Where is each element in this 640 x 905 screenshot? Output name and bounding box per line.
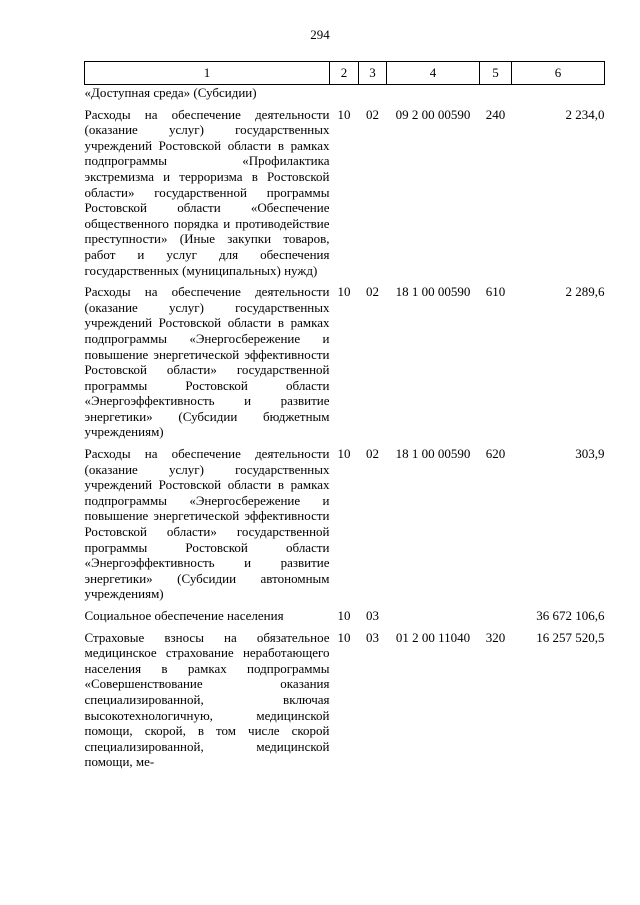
row-target-code: 09 2 00 00590 [395,106,471,122]
row-target-code [387,85,480,101]
row-amount: 36 672 106,6 [536,608,605,623]
row-expense-type: 620 [485,446,506,462]
table-row [85,440,605,602]
table-row [85,101,605,279]
column-header-5: 5 [480,62,512,85]
row-section: 10 [337,629,351,645]
row-description: Социальное обеспечение населения [84,608,284,623]
table-row [85,278,605,440]
row-section: 10 [337,106,351,122]
column-header-1: 1 [85,62,330,85]
row-expense-type [480,602,512,624]
row-expense-type [480,85,512,101]
table-row [85,624,605,770]
row-amount: 16 257 520,5 [536,629,605,645]
row-section: 10 [337,284,351,300]
table-row [85,85,605,101]
table-row [85,602,605,624]
column-header-2: 2 [330,62,359,85]
row-expense-type: 610 [485,284,506,300]
row-subsection: 02 [366,446,379,462]
column-header-3: 3 [359,62,387,85]
row-amount: 303,9 [575,446,605,462]
row-subsection: 02 [366,106,379,122]
row-expense-type: 320 [485,629,506,645]
page-number: 294 [310,27,330,42]
budget-table [84,61,605,770]
row-subsection [359,85,387,101]
column-header-6: 6 [512,62,605,85]
row-target-code [387,602,480,624]
table-header-row [85,62,605,85]
row-amount: 2 234,0 [565,106,605,122]
row-subsection: 03 [366,629,379,645]
row-subsection: 02 [366,284,379,300]
column-header-4: 4 [387,62,480,85]
row-description: Расходы на обеспечение деятельности (оказание услуг) государственных учреждений Ростовской области в рамках подпрограммы «Профилактика экстремизма и терроризма в Ростовской области» государственной программы Ростовской области «Обеспечение общественного порядка и противодействие преступности» (Иные закупки товаров, работ и услуг для обеспечения государственных (муниципальных) нужд) [84,106,330,278]
row-description: «Доступная среда» (Субсидии) [84,85,257,100]
row-amount: 2 289,6 [565,284,605,300]
row-description: Расходы на обеспечение деятельности (оказание услуг) государственных учреждений Ростовской области в рамках подпрограммы «Энергосбережение и повышение энергетической эффективности Ростовской области» государственной программы Ростовской области «Энергоэффективность и развитие энергетики» (Субсидии автономным учреждениям) [84,446,330,602]
row-target-code: 18 1 00 00590 [395,284,471,300]
row-description: Расходы на обеспечение деятельности (оказание услуг) государственных учреждений Ростовской области в рамках подпрограммы «Энергосбережение и повышение энергетической эффективности Ростовской области» государственной программы Ростовской области «Энергоэффективность и развитие энергетики» (Субсидии бюджетным учреждениям) [84,284,330,440]
row-target-code: 01 2 00 11040 [395,629,471,645]
row-section: 10 [337,608,351,623]
row-section: 10 [337,446,351,462]
row-expense-type: 240 [485,106,506,122]
row-amount [512,85,605,101]
row-subsection: 03 [366,608,379,623]
row-description: Страховые взносы на обязательное медицинское страхование неработающего населения в рамках подпрограммы «Совершенствование оказания специализированной, включая высокотехнологичную, медицинской помощи, скорой, в том числе скорой специализированной, медицинской помощи, ме- [84,629,330,770]
row-target-code: 18 1 00 00590 [395,446,471,462]
row-section [330,85,359,101]
